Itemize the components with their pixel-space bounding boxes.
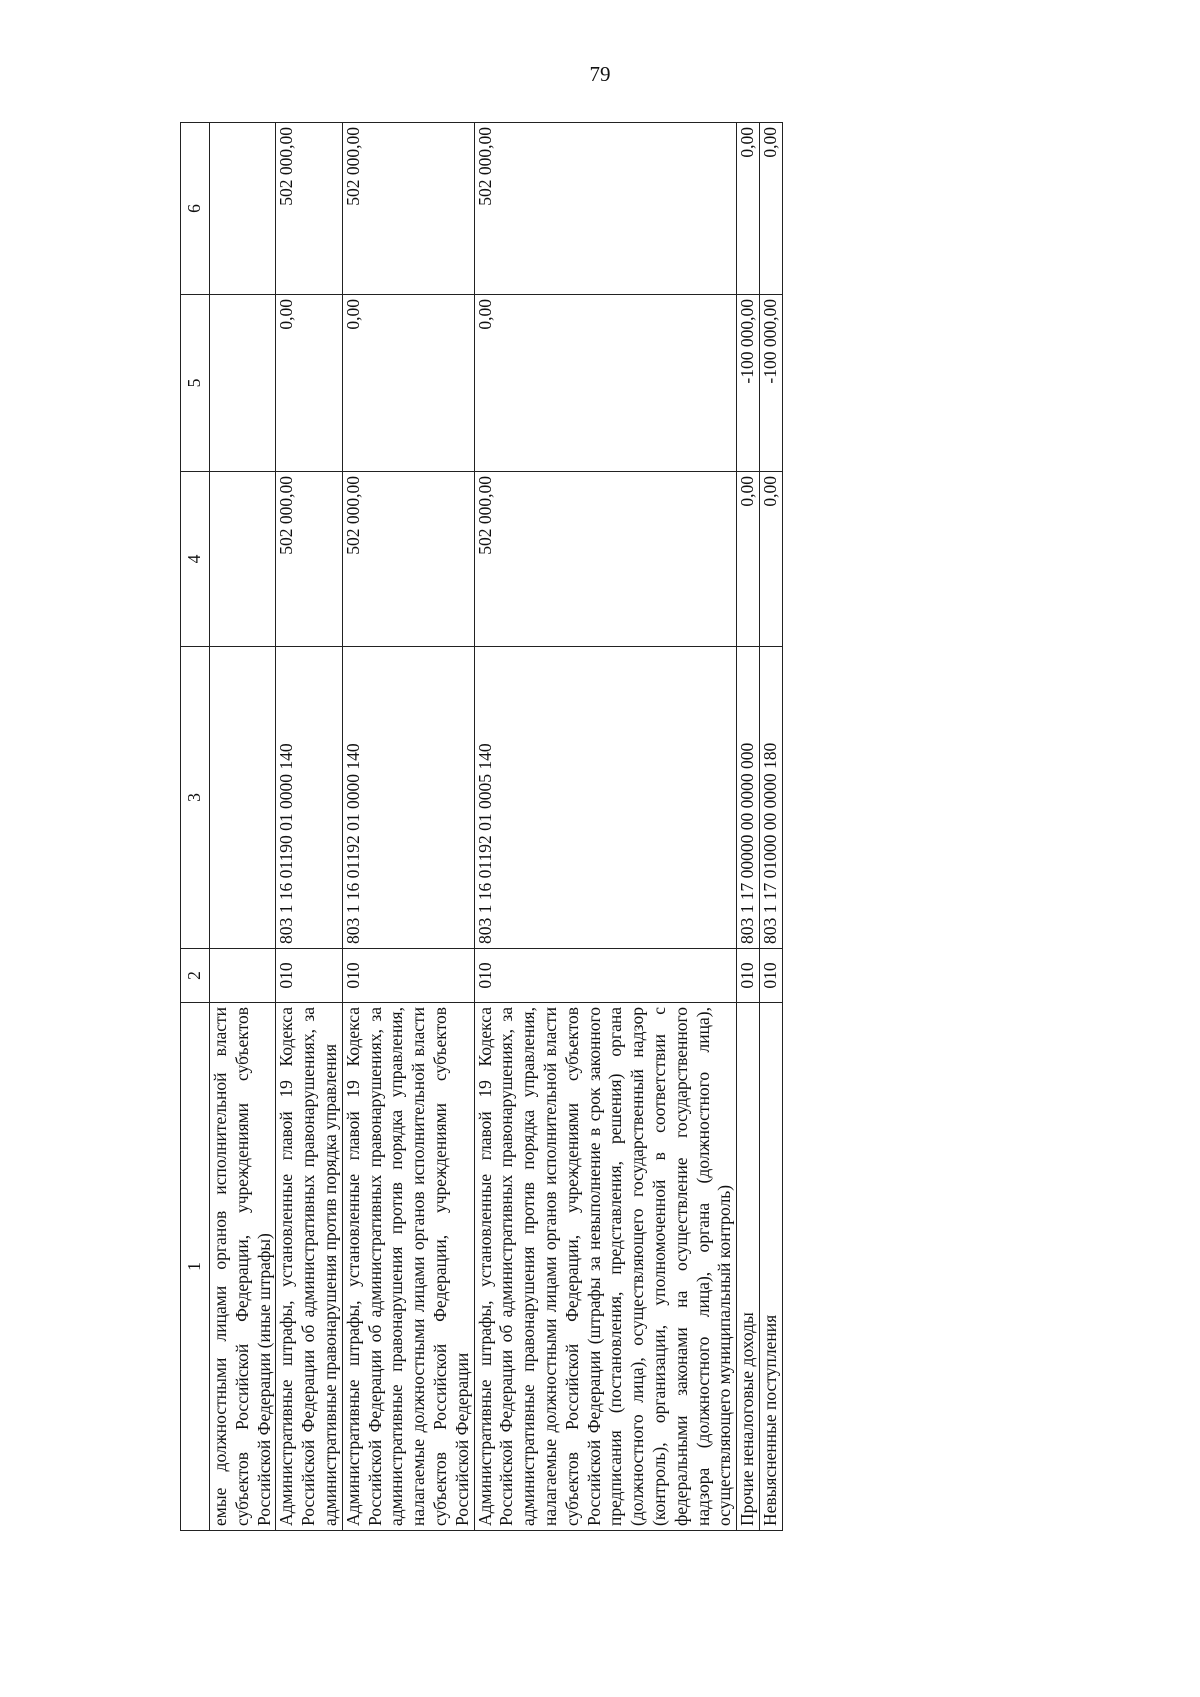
column-header-5: 5 bbox=[181, 295, 210, 472]
budget-revenue-table bbox=[180, 122, 783, 1531]
row-admin-code: 010 bbox=[342, 949, 474, 1003]
row-budget-code: 803 1 17 00000 00 0000 000 bbox=[737, 647, 760, 949]
row-description: Невыясненные поступления bbox=[759, 1003, 782, 1531]
row-change-amount: 0,00 bbox=[276, 295, 342, 472]
table-row bbox=[759, 123, 782, 1531]
row-change-amount bbox=[210, 295, 276, 472]
row-result-amount: 502 000,00 bbox=[342, 123, 474, 295]
column-header-6: 6 bbox=[181, 123, 210, 295]
row-description: Административные штрафы, установленные главой 19 Кодекса Российской Федерации об административных правонарушениях, за административные правонарушения против порядка управления, налагаемые должностными лицами органов исполнительной власти субъектов Российской Федерации, учреждениями субъектов Российской Федерации (штрафы за невыполнение в срок законного предписания (постановления, представления, решения) органа (должностного лица), осуществляющего государственный надзор (контроль), организации, уполномоченной в соответствии с федеральными законами на осуществление государственного надзора (должностного лица), органа (должностного лица), осуществляющего муниципальный контроль) bbox=[474, 1003, 737, 1531]
row-change-amount: -100 000,00 bbox=[759, 295, 782, 472]
column-header-2: 2 bbox=[181, 949, 210, 1003]
row-approved-amount bbox=[210, 472, 276, 647]
row-budget-code: 803 1 16 01192 01 0000 140 bbox=[342, 647, 474, 949]
row-result-amount: 502 000,00 bbox=[474, 123, 737, 295]
row-approved-amount: 0,00 bbox=[737, 472, 760, 647]
table-row bbox=[276, 123, 342, 1531]
row-result-amount: 502 000,00 bbox=[276, 123, 342, 295]
row-budget-code: 803 1 16 01192 01 0005 140 bbox=[474, 647, 737, 949]
row-result-amount: 0,00 bbox=[759, 123, 782, 295]
row-result-amount bbox=[210, 123, 276, 295]
row-approved-amount: 502 000,00 bbox=[474, 472, 737, 647]
row-admin-code: 010 bbox=[737, 949, 760, 1003]
table-row bbox=[210, 123, 276, 1531]
column-number-header-row bbox=[181, 123, 210, 1531]
column-header-3: 3 bbox=[181, 647, 210, 949]
table-row bbox=[474, 123, 737, 1531]
row-admin-code bbox=[210, 949, 276, 1003]
row-change-amount: 0,00 bbox=[342, 295, 474, 472]
table-row bbox=[737, 123, 760, 1531]
row-result-amount: 0,00 bbox=[737, 123, 760, 295]
row-admin-code: 010 bbox=[276, 949, 342, 1003]
column-header-1: 1 bbox=[181, 1003, 210, 1531]
row-change-amount: 0,00 bbox=[474, 295, 737, 472]
row-description: емые должностными лицами органов исполнительной власти субъектов Российской Федерации, учреждениями субъектов Российской Федерации (иные штрафы) bbox=[210, 1003, 276, 1531]
row-admin-code: 010 bbox=[474, 949, 737, 1003]
page-number: 79 bbox=[589, 62, 611, 86]
row-approved-amount: 502 000,00 bbox=[276, 472, 342, 647]
row-description: Административные штрафы, установленные главой 19 Кодекса Российской Федерации об административных правонарушениях, за административные правонарушения против порядка управления bbox=[276, 1003, 342, 1531]
row-approved-amount: 502 000,00 bbox=[342, 472, 474, 647]
row-budget-code: 803 1 17 01000 00 0000 180 bbox=[759, 647, 782, 949]
row-description: Прочие неналоговые доходы bbox=[737, 1003, 760, 1531]
row-approved-amount: 0,00 bbox=[759, 472, 782, 647]
budget-revenue-table-rotated bbox=[180, 123, 1119, 1531]
column-header-4: 4 bbox=[181, 472, 210, 647]
row-budget-code: 803 1 16 01190 01 0000 140 bbox=[276, 647, 342, 949]
row-description: Административные штрафы, установленные главой 19 Кодекса Российской Федерации об административных правонарушениях, за административные правонарушения против порядка управления, налагаемые должностными лицами органов исполнительной власти субъектов Российской Федерации, учреждениями субъектов Российской Федерации bbox=[342, 1003, 474, 1531]
row-budget-code bbox=[210, 647, 276, 949]
table-row bbox=[342, 123, 474, 1531]
row-change-amount: -100 000,00 bbox=[737, 295, 760, 472]
row-admin-code: 010 bbox=[759, 949, 782, 1003]
